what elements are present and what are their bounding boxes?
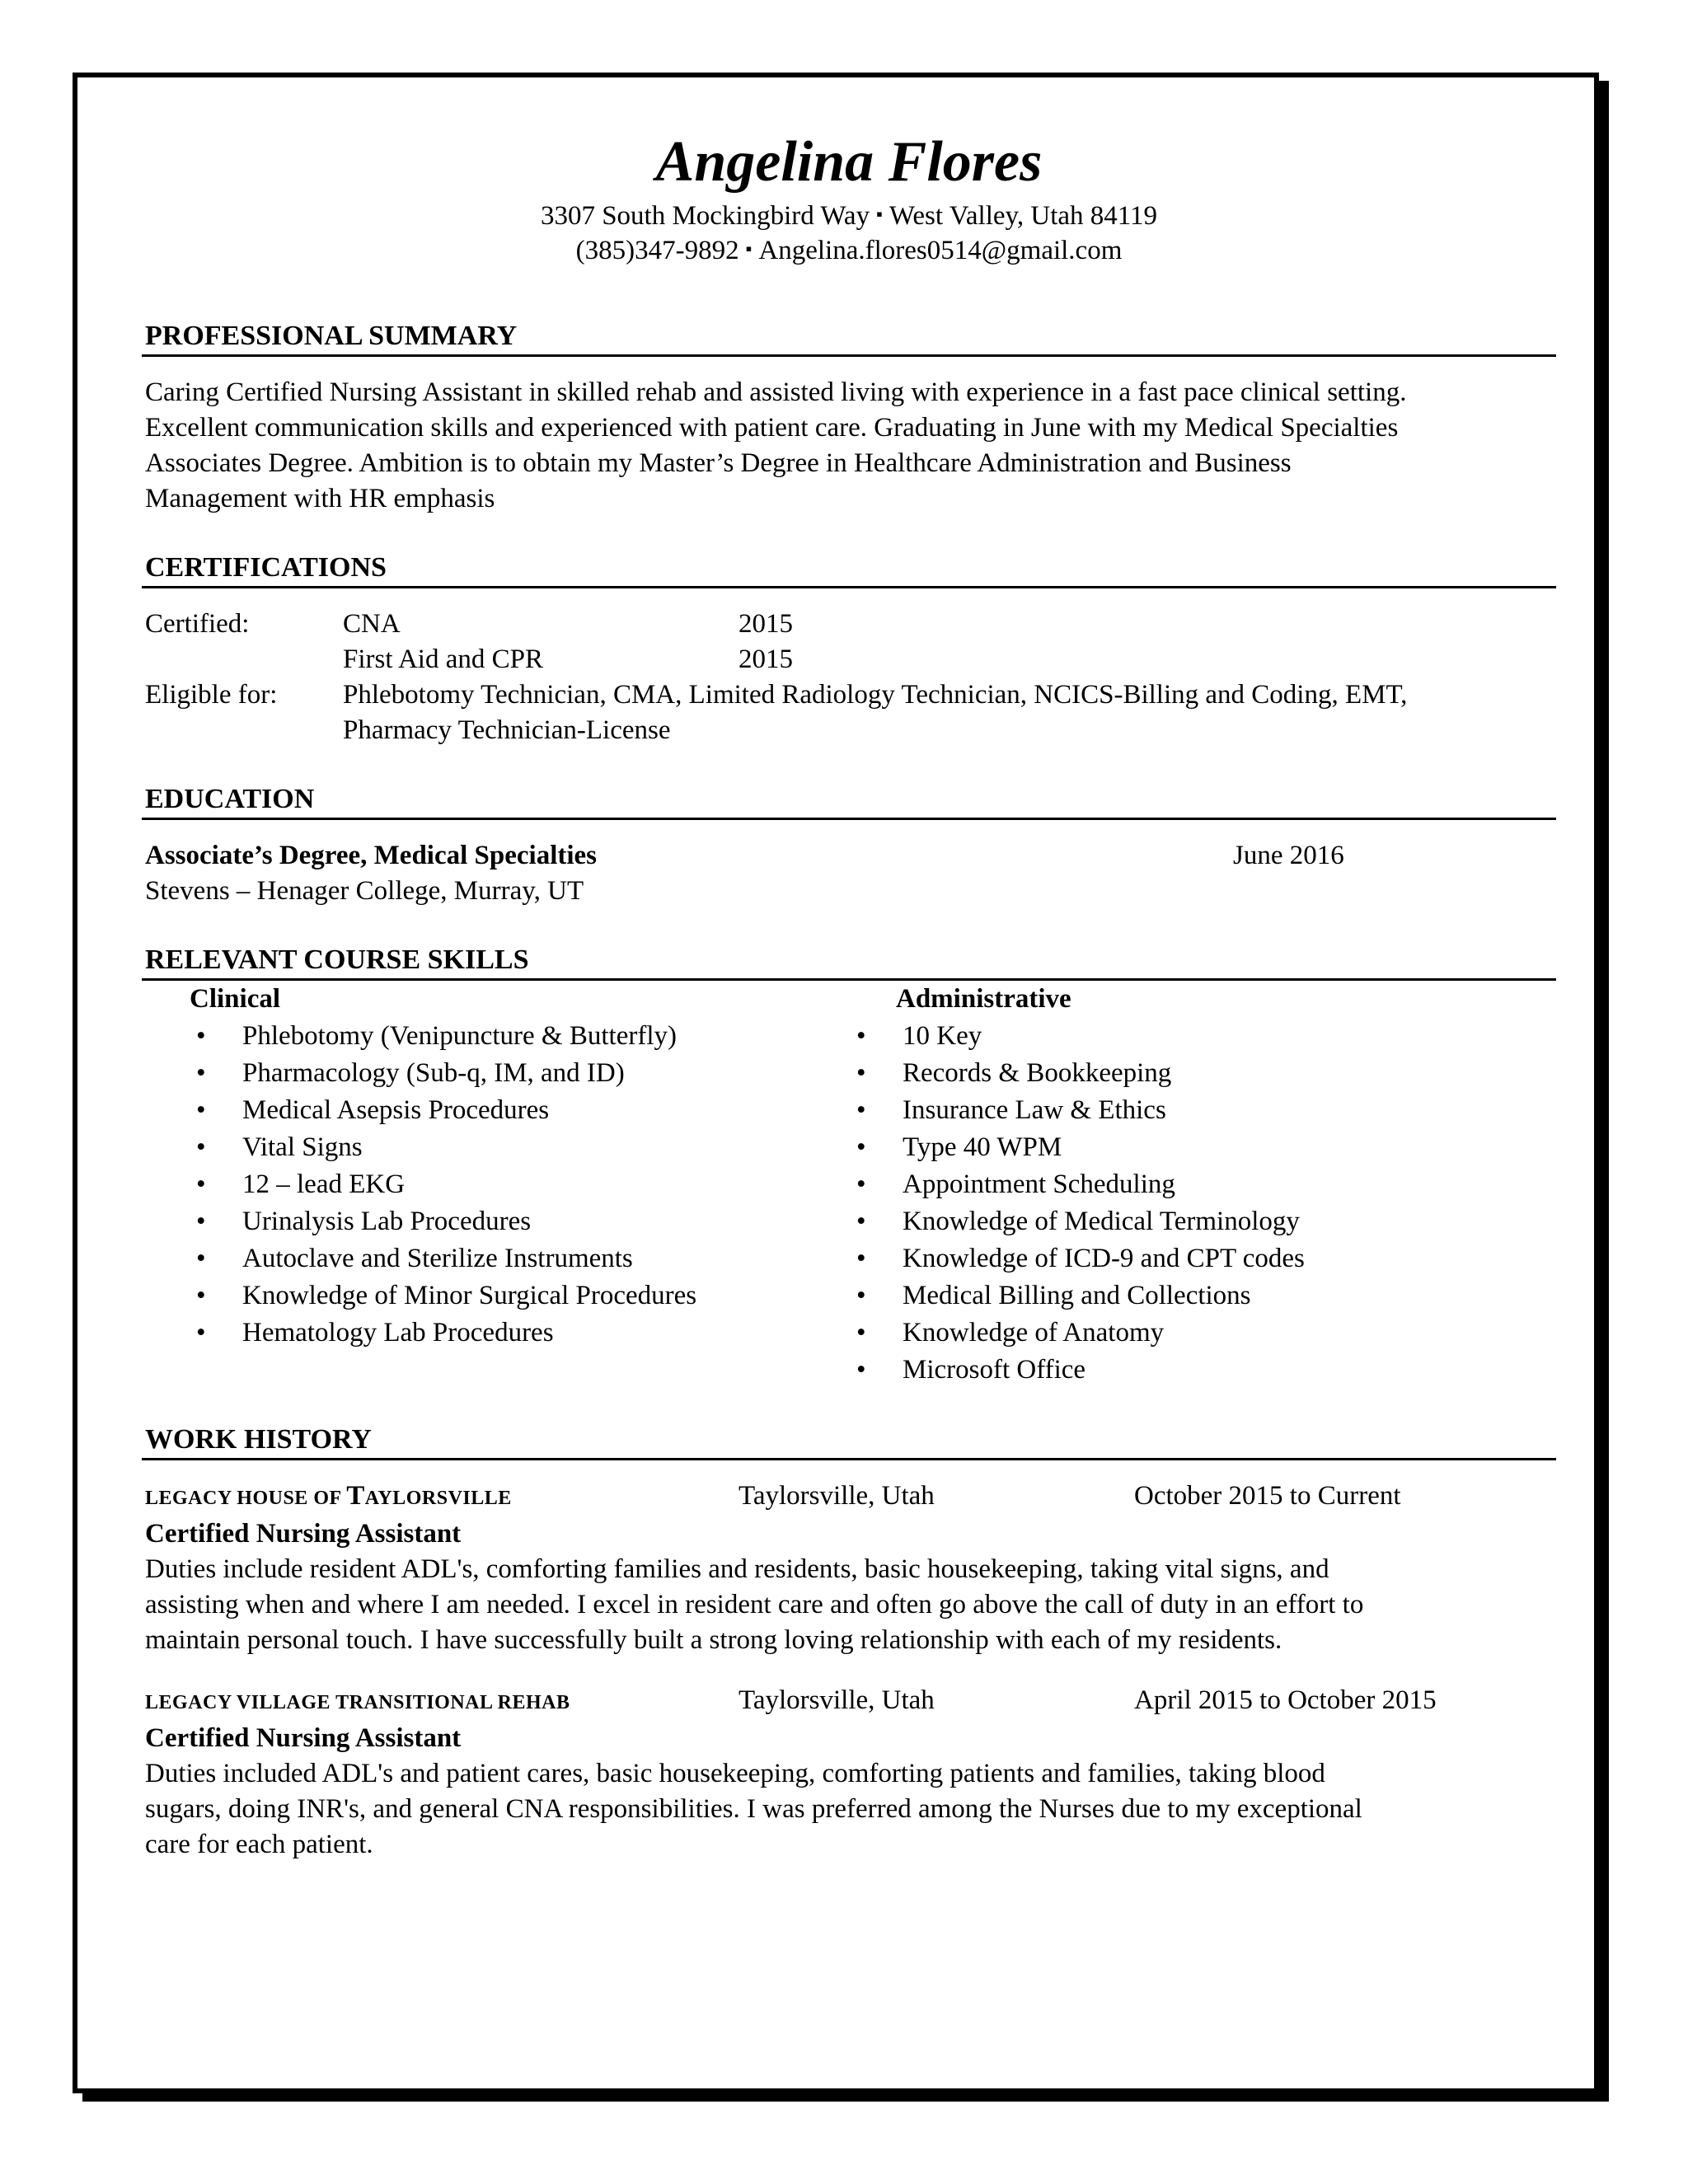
education-entry (145, 838, 1556, 909)
education-row (145, 838, 1556, 874)
eligible-line: Pharmacy Technician-License (343, 715, 671, 745)
list-item: • Pharmacology (Sub-q, IM, and ID) (190, 1055, 896, 1092)
cert-year: 2015 (738, 644, 793, 674)
list-item: • Knowledge of Medical Terminology (850, 1203, 1473, 1240)
job-description-line: care for each patient. (145, 1830, 373, 1859)
job-position: Certified Nursing Assistant (145, 1723, 462, 1753)
job-company (145, 1685, 738, 1721)
email-address: Angelina.flores0514@gmail.com (758, 236, 1123, 265)
resume-content (142, 127, 1556, 1863)
clinical-heading: Clinical (190, 984, 281, 1014)
list-item: • Knowledge of Anatomy (850, 1315, 1473, 1352)
degree-title: Associate’s Degree, Medical Specialties (145, 841, 598, 870)
eligible-list (343, 677, 1556, 748)
degree-date: June 2016 (1233, 841, 1344, 870)
job-description-line: Duties included ADL's and patient cares, basic housekeeping, comforting patients and families, taking blood (145, 1759, 1325, 1788)
candidate-name: Angelina Flores (655, 130, 1043, 194)
section-title-work-history: WORK HISTORY (142, 1422, 1556, 1460)
job-entry (145, 1683, 1556, 1863)
section-title-skills: RELEVANT COURSE SKILLS (142, 942, 1556, 981)
cert-label-eligible: Eligible for: (145, 680, 278, 710)
clinical-skills-column (142, 981, 896, 1389)
list-item: • 10 Key (850, 1018, 1473, 1055)
summary-line: Excellent communication skills and experienced with patient care. Graduating in June with my Medical Specialties (145, 413, 1399, 443)
school-name: Stevens – Henager College, Murray, UT (145, 876, 584, 906)
cert-label-empty (145, 642, 343, 677)
certifications-table (145, 607, 1556, 748)
resume-page (73, 73, 1599, 2093)
cert-label-certified: Certified: (145, 609, 250, 639)
list-item: • Medical Asepsis Procedures (190, 1092, 896, 1129)
job-position: Certified Nursing Assistant (145, 1519, 462, 1549)
list-item: • Knowledge of Minor Surgical Procedures (190, 1277, 896, 1315)
list-item: • Hematology Lab Procedures (190, 1315, 896, 1352)
cert-year: 2015 (738, 609, 793, 639)
address-city: West Valley, Utah 84119 (889, 201, 1158, 231)
cert-row-eligible (145, 677, 1556, 748)
job-description-line: Duties include resident ADL's, comforting families and residents, basic housekeeping, taking vital signs, and (145, 1554, 1329, 1584)
job-location: Taylorsville, Utah (738, 1685, 935, 1715)
job-header-row (145, 1683, 1556, 1721)
section-title-certifications: CERTIFICATIONS (142, 550, 1556, 588)
list-item: • Knowledge of ICD-9 and CPT codes (850, 1240, 1473, 1277)
cert-row (145, 607, 1556, 642)
job-description-line: assisting when and where I am needed. I excel in resident care and often go above the call of duty in an effort to (145, 1590, 1364, 1619)
list-item: • Phlebotomy (Venipuncture & Butterfly) (190, 1018, 896, 1055)
list-item: • Type 40 WPM (850, 1129, 1473, 1166)
administrative-skills-list (850, 1018, 1473, 1389)
summary-line: Management with HR emphasis (145, 484, 495, 513)
list-item: • Records & Bookkeeping (850, 1055, 1473, 1092)
cert-name: CNA (343, 609, 401, 639)
job-dates: October 2015 to Current (1134, 1481, 1401, 1511)
summary-line: Associates Degree. Ambition is to obtain my Master’s Degree in Healthcare Administration and Business (145, 448, 1292, 478)
eligible-line: Phlebotomy Technician, CMA, Limited Radiology Technician, NCICS-Billing and Coding, EMT, (343, 680, 1408, 710)
clinical-skills-list (190, 1018, 896, 1352)
list-item: • Appointment Scheduling (850, 1166, 1473, 1203)
section-title-education: EDUCATION (142, 781, 1556, 820)
summary-paragraph (145, 375, 1556, 517)
list-item: • Medical Billing and Collections (850, 1277, 1473, 1315)
administrative-heading: Administrative (896, 984, 1071, 1014)
list-item: • Autoclave and Sterilize Instruments (190, 1240, 896, 1277)
section-title-summary: PROFESSIONAL SUMMARY (142, 318, 1556, 357)
address-line (142, 198, 1556, 232)
phone-number: (385)347-9892 (575, 236, 739, 265)
summary-line: Caring Certified Nursing Assistant in skilled rehab and assisted living with experience in a fast pace clinical setting. (145, 377, 1407, 407)
job-entry (145, 1479, 1556, 1658)
list-item: • Vital Signs (190, 1129, 896, 1166)
job-company-part: LEGACY HOUSE OF (145, 1488, 347, 1509)
job-company-part: T (346, 1481, 365, 1511)
job-dates: April 2015 to October 2015 (1134, 1685, 1437, 1715)
contact-line (142, 232, 1556, 267)
list-item: • Microsoft Office (850, 1352, 1473, 1389)
cert-name: First Aid and CPR (343, 644, 543, 674)
administrative-skills-column (896, 981, 1473, 1389)
job-company (145, 1479, 738, 1516)
job-company-part: AYLORSVILLE (364, 1488, 512, 1509)
job-description-line: sugars, doing INR's, and general CNA responsibilities. I was preferred among the Nurses due to my exceptional (145, 1794, 1362, 1824)
address-street: 3307 South Mockingbird Way (540, 201, 870, 231)
cert-row (145, 642, 1556, 677)
list-item: • Insurance Law & Ethics (850, 1092, 1473, 1129)
job-location: Taylorsville, Utah (738, 1481, 935, 1511)
job-header-row (145, 1479, 1556, 1516)
job-description-line: maintain personal touch. I have successfully built a strong loving relationship with each of my residents. (145, 1625, 1282, 1655)
list-item: • 12 – lead EKG (190, 1166, 896, 1203)
skills-columns (142, 981, 1556, 1389)
separator-square-icon: ▪ (745, 238, 753, 259)
separator-square-icon: ▪ (876, 204, 883, 224)
list-item: • Urinalysis Lab Procedures (190, 1203, 896, 1240)
resume-header (142, 127, 1556, 267)
job-company-part: LEGACY VILLAGE TRANSITIONAL REHAB (145, 1692, 570, 1713)
